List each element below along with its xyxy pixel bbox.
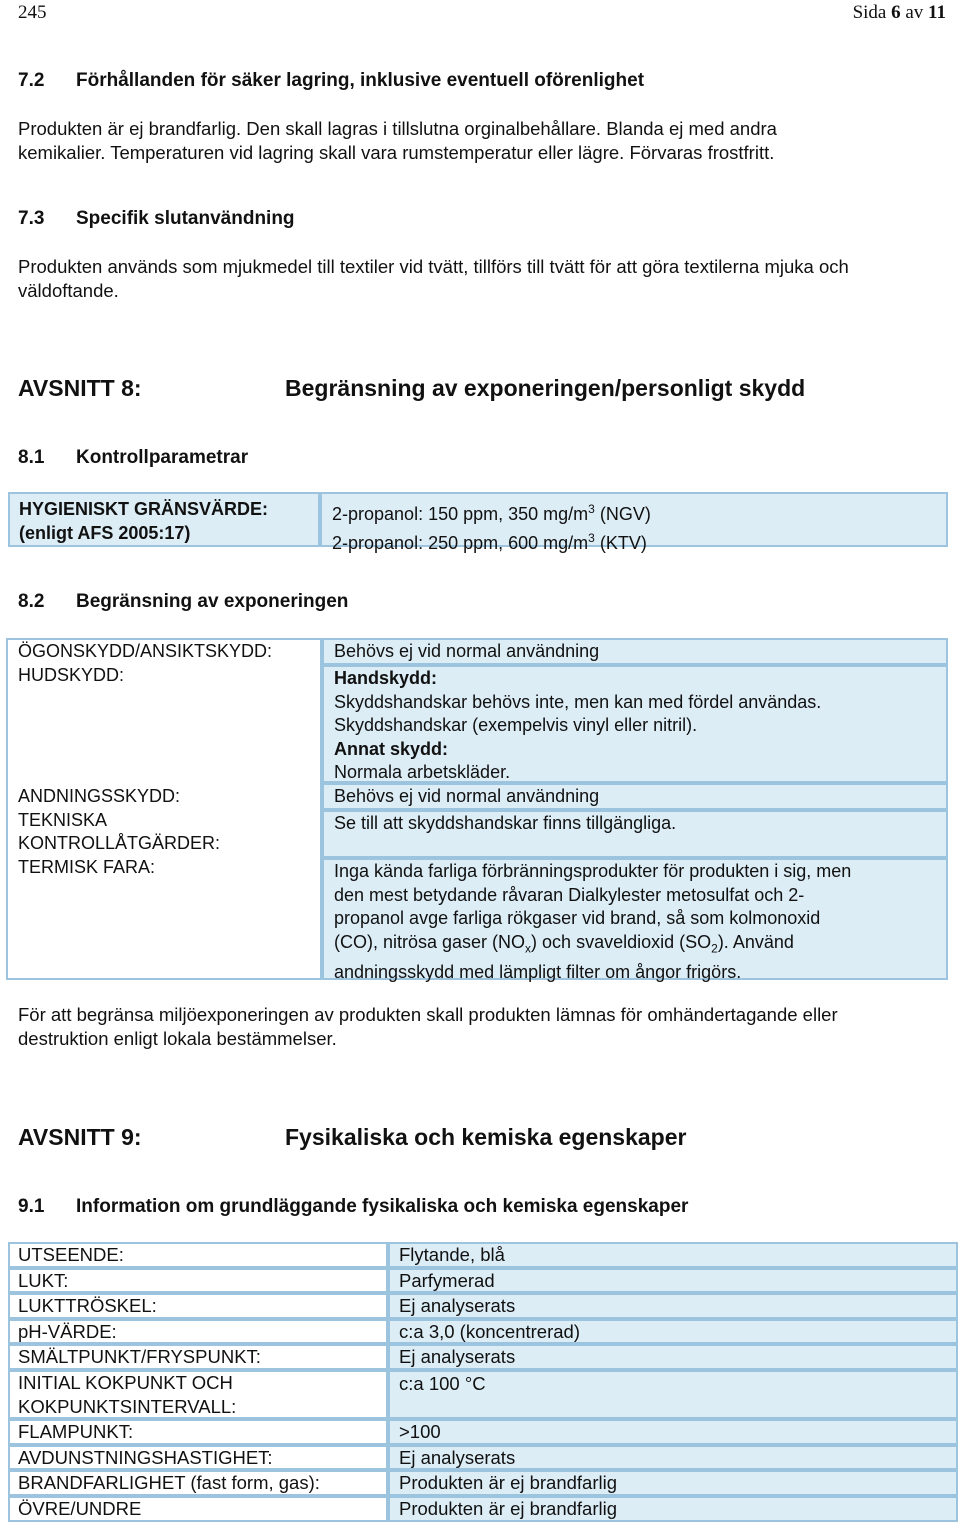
- thermal-hazard-text-1: Inga kända farliga förbränningsprodukter för produkten i sig, men: [334, 861, 852, 881]
- property-value-boiling-point: c:a 100 °C: [388, 1370, 958, 1419]
- hand-protection-text-2: Skyddshandskar (exempelvis vinyl eller nitril).: [334, 715, 698, 735]
- thermal-hazard-text-5: andningsskydd med lämpligt filter om ångor frigörs.: [334, 961, 742, 982]
- page-indicator: Sida 6 av 11: [852, 2, 946, 23]
- property-label-appearance: UTSEENDE:: [18, 1244, 124, 1265]
- property-value-evaporation-rate: Ej analyserats: [388, 1445, 958, 1470]
- limit-label: HYGIENISKT GRÄNSVÄRDE:: [19, 499, 269, 519]
- property-label-upper-lower: ÖVRE/UNDRE: [18, 1498, 142, 1519]
- eye-protection-value: Behövs ej vid normal användning: [334, 641, 600, 661]
- other-protection-heading: Annat skydd:: [334, 738, 449, 759]
- technical-controls-label-1: TEKNISKA: [18, 809, 108, 830]
- property-label-boiling-point-2: KOKPUNKTSINTERVALL:: [18, 1396, 237, 1417]
- property-value-flash-point: >100: [388, 1419, 958, 1445]
- skin-protection-label: HUDSKYDD:: [18, 664, 125, 685]
- property-value-melting-point: Ej analyserats: [388, 1344, 958, 1370]
- property-label-flash-point: FLAMPUNKT:: [18, 1421, 134, 1442]
- section-7-2-heading: 7.2 Förhållanden för säker lagring, inklusive eventuell oförenlighet: [18, 70, 645, 91]
- hand-protection-text-1: Skyddshandskar behövs inte, men kan med fördel användas.: [334, 691, 822, 712]
- respiratory-protection-value: Behövs ej vid normal användning: [334, 786, 600, 806]
- section-7-2-text: Produkten är ej brandfarlig. Den skall lagras i tillslutna orginalbehållare. Blanda ej med andra kemikalier. Temperaturen vid lagring skall vara rumstemperatur eller lägre. Förvaras frostfritt.: [18, 118, 777, 163]
- limit-regulation: (enligt AFS 2005:17): [19, 522, 191, 543]
- skin-protection-cell: [322, 665, 948, 783]
- property-label-odor-threshold: LUKTTRÖSKEL:: [18, 1295, 157, 1316]
- limit-value-cell: [320, 492, 948, 553]
- other-protection-text: Normala arbetskläder.: [334, 762, 511, 782]
- thermal-hazard-cell: [322, 858, 948, 980]
- control-parameters-table: [8, 492, 948, 553]
- thermal-hazard-text-3: propanol avge farliga rökgaser vid brand, så som kolmonoxid: [334, 908, 821, 928]
- hand-protection-heading: Handskydd:: [334, 668, 438, 688]
- technical-controls-cell: [322, 810, 948, 858]
- avsnitt-8-heading: AVSNITT 8: Begränsning av exponeringen/personligt skydd: [18, 375, 806, 401]
- property-value-odor: Parfymerad: [388, 1268, 958, 1293]
- property-value-odor-threshold: Ej analyserats: [388, 1293, 958, 1319]
- technical-controls-value: Se till att skyddshandskar finns tillgängliga.: [334, 813, 677, 833]
- property-label-ph: pH-VÄRDE:: [18, 1321, 117, 1342]
- respiratory-protection-label: ANDNINGSSKYDD:: [18, 786, 181, 806]
- property-value-flammability: Produkten är ej brandfarlig: [388, 1470, 958, 1496]
- technical-controls-label-2: KONTROLLÅTGÄRDER:: [18, 833, 221, 853]
- thermal-hazard-text-4: (CO), nitrösa gaser $(NO_x)$ och svaveldioxid $(SO_2)$. Använd: [334, 931, 794, 956]
- exposure-table: [6, 638, 948, 980]
- eye-protection-cell: [322, 638, 948, 665]
- page-number-left: 245: [18, 2, 47, 23]
- thermal-hazard-label: TERMISK FARA:: [18, 856, 156, 877]
- limit-label-cell: [8, 492, 320, 547]
- property-value-upper-lower: Produkten är ej brandfarlig: [388, 1496, 958, 1522]
- section-8-2-heading: 8.2 Begränsning av exponeringen: [18, 591, 349, 612]
- avsnitt-9-heading: AVSNITT 9: Fysikaliska och kemiska egenskaper: [18, 1124, 687, 1150]
- property-value-ph: c:a 3,0 (koncentrerad): [388, 1319, 958, 1344]
- section-7-3-text: Produkten används som mjukmedel till textiler vid tvätt, tillförs till tvätt för att göra textilerna mjuka och väldoftande.: [18, 256, 849, 301]
- limit-ktv: 2-propanol: 250 ppm, 600 $mg/m^3$ (KTV): [332, 530, 647, 553]
- limit-ngv: 2-propanol: 150 ppm, 350 $mg/m^3$ (NGV): [332, 502, 651, 524]
- property-label-flammability: BRANDFARLIGHET (fast form, gas):: [18, 1472, 320, 1493]
- property-label-boiling-point-1: INITIAL KOKPUNKT OCH: [18, 1372, 233, 1393]
- property-label-melting-point: SMÄLTPUNKT/FRYSPUNKT:: [18, 1346, 261, 1367]
- property-label-evaporation-rate: AVDUNSTNINGSHASTIGHET:: [18, 1447, 273, 1468]
- environmental-exposure-text: För att begränsa miljöexponeringen av produkten skall produkten lämnas för omhändertagande eller destruktion enligt lokala bestämmelser.: [18, 1004, 838, 1049]
- thermal-hazard-text-2: den mest betydande råvaran Dialkylester metosulfat och 2-: [334, 884, 805, 905]
- eye-protection-label: ÖGONSKYDD/ANSIKTSKYDD:: [18, 641, 273, 661]
- respiratory-protection-cell: [322, 783, 948, 810]
- property-value-appearance: Flytande, blå: [388, 1242, 958, 1268]
- section-8-1-heading: 8.1 Kontrollparametrar: [18, 447, 249, 468]
- section-7-3-heading: 7.3 Specifik slutanvändning: [18, 208, 295, 229]
- section-9-1-heading: 9.1 Information om grundläggande fysikaliska och kemiska egenskaper: [18, 1196, 689, 1217]
- property-label-odor: LUKT:: [18, 1270, 69, 1291]
